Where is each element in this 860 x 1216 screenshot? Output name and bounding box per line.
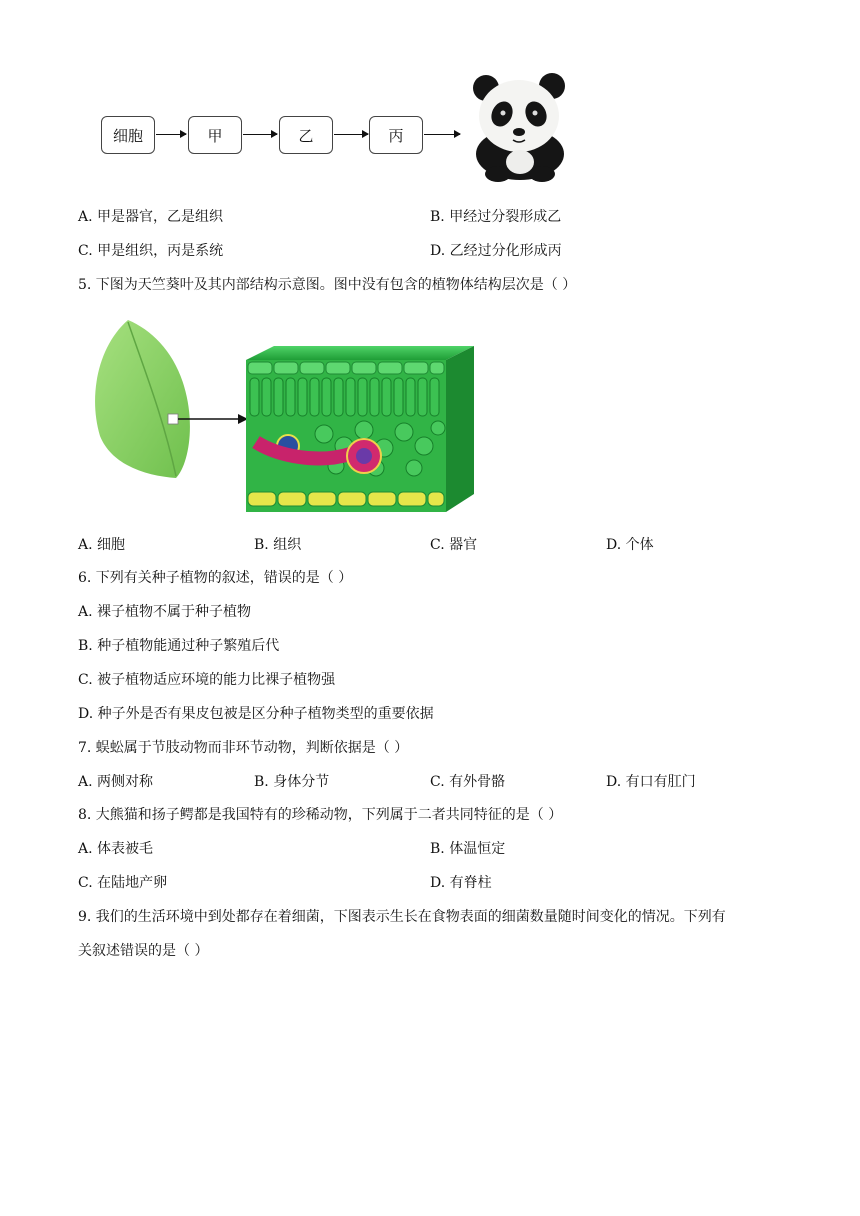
leaf-structure-image	[88, 316, 480, 526]
q9-stem-line-2: 关叙述错误的是（ ）	[78, 943, 209, 959]
q5-option-b[interactable]: B. 组织	[254, 537, 302, 553]
q8-option-b[interactable]: B. 体温恒定	[430, 841, 506, 857]
q5-stem: 5. 下图为天竺葵叶及其内部结构示意图。图中没有包含的植物体结构层次是（ ）	[78, 277, 577, 293]
q4-option-b[interactable]: B. 甲经过分裂形成乙	[430, 209, 562, 225]
q8-option-a[interactable]: A. 体表被毛	[78, 841, 154, 857]
q8-option-d[interactable]: D. 有脊柱	[430, 875, 492, 891]
flow-arrow-1	[156, 134, 186, 135]
flow-box-yi: 乙	[279, 116, 333, 154]
q9-stem-line-1: 9. 我们的生活环境中到处都存在着细菌，下图表示生长在食物表面的细菌数量随时间变化的情况。下列有	[78, 909, 726, 925]
q6-option-d[interactable]: D. 种子外是否有果皮包被是区分种子植物类型的重要依据	[78, 706, 434, 722]
q7-option-a[interactable]: A. 两侧对称	[78, 774, 154, 790]
flow-arrow-2	[243, 134, 277, 135]
q4-option-d[interactable]: D. 乙经过分化形成丙	[430, 243, 562, 259]
q5-option-c[interactable]: C. 器官	[430, 537, 478, 553]
q7-option-c[interactable]: C. 有外骨骼	[430, 774, 506, 790]
flow-box-cell: 细胞	[101, 116, 155, 154]
q7-option-b[interactable]: B. 身体分节	[254, 774, 330, 790]
q6-option-b[interactable]: B. 种子植物能通过种子繁殖后代	[78, 638, 280, 654]
q7-stem: 7. 蜈蚣属于节肢动物而非环节动物，判断依据是（ ）	[78, 740, 409, 756]
q4-option-c[interactable]: C. 甲是组织，丙是系统	[78, 243, 224, 259]
q6-stem: 6. 下列有关种子植物的叙述，错误的是（ ）	[78, 570, 353, 586]
flow-arrow-3	[334, 134, 368, 135]
q7-option-d[interactable]: D. 有口有肛门	[606, 774, 696, 790]
panda-image	[468, 70, 572, 182]
q4-option-a[interactable]: A. 甲是器官，乙是组织	[78, 209, 224, 225]
flow-box-bing: 丙	[369, 116, 423, 154]
q8-option-c[interactable]: C. 在陆地产卵	[78, 875, 168, 891]
q8-stem: 8. 大熊猫和扬子鳄都是我国特有的珍稀动物，下列属于二者共同特征的是（ ）	[78, 807, 563, 823]
flow-arrow-4	[424, 134, 460, 135]
q6-option-a[interactable]: A. 裸子植物不属于种子植物	[78, 604, 252, 620]
q5-option-a[interactable]: A. 细胞	[78, 537, 126, 553]
q6-option-c[interactable]: C. 被子植物适应环境的能力比裸子植物强	[78, 672, 336, 688]
flow-box-jia: 甲	[188, 116, 242, 154]
q5-option-d[interactable]: D. 个体	[606, 537, 654, 553]
